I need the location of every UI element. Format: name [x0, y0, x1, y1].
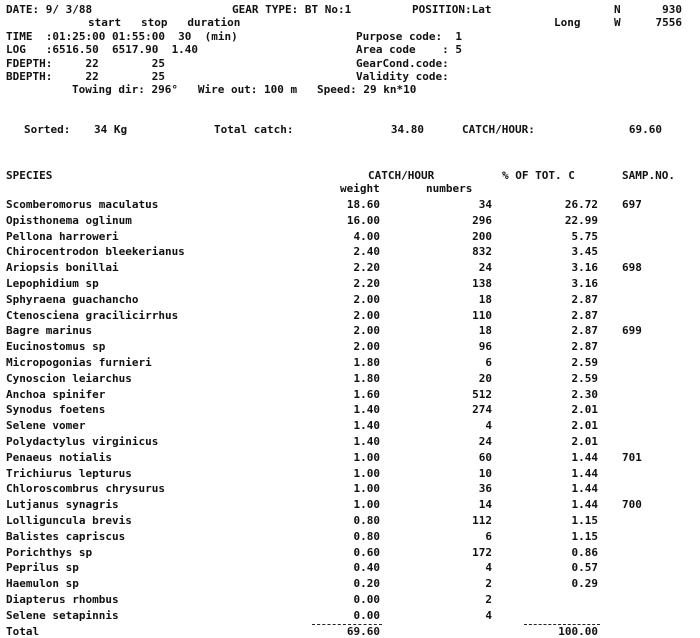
weight-value: 0.00 [353, 609, 380, 622]
numbers-value: 18 [478, 293, 492, 306]
weight-value: 4.00 [353, 230, 380, 243]
lat-value: 930 [662, 3, 682, 16]
weight-value: 1.80 [353, 356, 380, 369]
percent-value: 3.16 [571, 261, 598, 274]
species-name: Opisthonema oglinum [6, 214, 132, 227]
weight-value: 1.00 [353, 498, 380, 511]
numbers-value: 2 [485, 577, 492, 590]
numbers-value: 34 [478, 198, 492, 211]
gear-condition-code: GearCond.code: [356, 57, 449, 70]
species-name: Sphyraena guachancho [6, 293, 139, 306]
percent-value: 2.87 [571, 324, 598, 337]
numbers-value: 24 [478, 435, 492, 448]
species-name: Penaeus notialis [6, 451, 112, 464]
species-name: Selene vomer [6, 419, 86, 432]
sample-number: 697 [622, 198, 642, 211]
percent-value: 2.87 [571, 309, 598, 322]
numbers-value: 18 [478, 324, 492, 337]
numbers-value: 138 [472, 277, 492, 290]
percent-value: 2.59 [571, 372, 598, 385]
long-hemisphere: W [614, 16, 621, 29]
species-name: Haemulon sp [6, 577, 79, 590]
sample-number-header: SAMP.NO. [622, 169, 675, 182]
numbers-value: 20 [478, 372, 492, 385]
species-name: Anchoa spinifer [6, 388, 106, 401]
numbers-value: 296 [472, 214, 492, 227]
numbers-value: 512 [472, 388, 492, 401]
sorted-value: 34 Kg [94, 123, 128, 136]
numbers-value: 36 [478, 482, 492, 495]
species-name: Diapterus rhombus [6, 593, 119, 606]
numbers-value: 6 [485, 356, 492, 369]
weight-value: 2.00 [353, 324, 380, 337]
percent-value: 2.01 [571, 419, 598, 432]
numbers-value: 60 [478, 451, 492, 464]
numbers-header: numbers [426, 182, 473, 195]
catch-hour-header: CATCH/HOUR [368, 169, 435, 182]
species-name: Scomberomorus maculatus [6, 198, 159, 211]
total-label: Total [6, 625, 40, 638]
validity-code: Validity code: [356, 70, 449, 83]
weight-value: 2.20 [353, 261, 380, 274]
numbers-value: 14 [478, 498, 492, 511]
weight-value: 0.00 [353, 593, 380, 606]
species-name: Synodus foetens [6, 403, 106, 416]
numbers-value: 200 [472, 230, 492, 243]
weight-value: 18.60 [346, 198, 380, 211]
numbers-value: 96 [478, 340, 492, 353]
weight-value: 1.40 [353, 403, 380, 416]
weight-value: 1.00 [353, 482, 380, 495]
total-percent: 100.00 [558, 625, 598, 638]
percent-value: 1.15 [571, 514, 598, 527]
weight-value: 2.40 [353, 245, 380, 258]
time-line: TIME :01:25:00 01:55:00 30 (min) [6, 30, 238, 43]
purpose-code: Purpose code: 1 [356, 30, 462, 43]
numbers-value: 10 [478, 467, 492, 480]
area-code: Area code : 5 [356, 43, 462, 56]
percent-value: 0.86 [571, 546, 598, 559]
towing-line: Towing dir: 296° Wire out: 100 m Speed: 29 kn*10 [72, 83, 417, 96]
percent-value: 1.44 [571, 482, 598, 495]
log-line: LOG :6516.50 6517.90 1.40 [6, 43, 199, 56]
lat-hemisphere: N [614, 3, 621, 16]
weight-header: weight [340, 182, 380, 195]
species-name: Lutjanus synagris [6, 498, 119, 511]
species-name: Cynoscion leiarchus [6, 372, 132, 385]
numbers-value: 4 [485, 561, 492, 574]
species-header: SPECIES [6, 169, 53, 182]
species-name: Pellona harroweri [6, 230, 119, 243]
species-name: Chirocentrodon bleekerianus [6, 245, 185, 258]
species-name: Polydactylus virginicus [6, 435, 159, 448]
percent-value: 5.75 [571, 230, 598, 243]
percent-value: 0.29 [571, 577, 598, 590]
species-name: Micropogonias furnieri [6, 356, 152, 369]
bdepth-line: BDEPTH: 22 25 [6, 70, 165, 83]
total-weight: 69.60 [346, 625, 380, 638]
catch-hour-value: 69.60 [628, 123, 662, 136]
species-name: Eucinostomus sp [6, 340, 106, 353]
species-name: Peprilus sp [6, 561, 79, 574]
species-name: Trichiurus lepturus [6, 467, 132, 480]
weight-value: 0.80 [353, 530, 380, 543]
percent-value: 2.87 [571, 293, 598, 306]
weight-value: 2.00 [353, 293, 380, 306]
long-label: Long [554, 16, 581, 29]
percent-value: 2.01 [571, 435, 598, 448]
sample-number: 700 [622, 498, 642, 511]
numbers-value: 2 [485, 593, 492, 606]
weight-value: 1.40 [353, 419, 380, 432]
percent-value: 1.44 [571, 467, 598, 480]
species-name: Ctenosciena gracilicirrhus [6, 309, 179, 322]
weight-value: 1.80 [353, 372, 380, 385]
species-name: Balistes capriscus [6, 530, 126, 543]
sample-number: 701 [622, 451, 642, 464]
numbers-value: 172 [472, 546, 492, 559]
weight-value: 0.60 [353, 546, 380, 559]
numbers-value: 4 [485, 419, 492, 432]
sample-number: 699 [622, 324, 642, 337]
weight-value: 0.80 [353, 514, 380, 527]
weight-value: 1.40 [353, 435, 380, 448]
total-catch-label: Total catch: [214, 123, 294, 136]
catch-hour-label: CATCH/HOUR: [462, 123, 535, 136]
weight-value: 2.20 [353, 277, 380, 290]
weight-value: 0.40 [353, 561, 380, 574]
percent-value: 2.59 [571, 356, 598, 369]
weight-value: 1.00 [353, 467, 380, 480]
weight-value: 16.00 [346, 214, 380, 227]
weight-value: 2.00 [353, 309, 380, 322]
species-name: Selene setapinnis [6, 609, 119, 622]
numbers-value: 832 [472, 245, 492, 258]
fdepth-line: FDEPTH: 22 25 [6, 57, 165, 70]
species-name: Porichthys sp [6, 546, 93, 559]
percent-value: 3.16 [571, 277, 598, 290]
total-catch-value: 34.80 [390, 123, 424, 136]
numbers-value: 24 [478, 261, 492, 274]
numbers-value: 112 [472, 514, 492, 527]
sorted-label: Sorted: [24, 123, 71, 136]
weight-value: 2.00 [353, 340, 380, 353]
percent-value: 22.99 [564, 214, 598, 227]
numbers-value: 110 [472, 309, 492, 322]
gear-type-label: GEAR TYPE: BT No:1 [232, 3, 352, 16]
percent-value: 3.45 [571, 245, 598, 258]
weight-value: 0.20 [353, 577, 380, 590]
numbers-value: 274 [472, 403, 492, 416]
numbers-value: 4 [485, 609, 492, 622]
percent-value: 1.44 [571, 498, 598, 511]
long-value: 7556 [655, 16, 682, 29]
weight-value: 1.00 [353, 451, 380, 464]
position-label: POSITION:Lat [412, 3, 492, 16]
percent-value: 2.01 [571, 403, 598, 416]
species-name: Ariopsis bonillai [6, 261, 119, 274]
percent-value: 0.57 [571, 561, 598, 574]
date-label: DATE: 9/ 3/88 [6, 3, 93, 16]
percent-value: 2.87 [571, 340, 598, 353]
species-name: Lolliguncula brevis [6, 514, 132, 527]
time-column-headers: start stop duration [88, 16, 241, 29]
percent-value: 1.15 [571, 530, 598, 543]
species-name: Lepophidium sp [6, 277, 99, 290]
numbers-value: 6 [485, 530, 492, 543]
percent-value: 26.72 [564, 198, 598, 211]
percent-total-header: % OF TOT. C [502, 169, 575, 182]
percent-value: 1.44 [571, 451, 598, 464]
weight-value: 1.60 [353, 388, 380, 401]
percent-value: 2.30 [571, 388, 598, 401]
species-name: Chloroscombrus chrysurus [6, 482, 165, 495]
sample-number: 698 [622, 261, 642, 274]
species-name: Bagre marinus [6, 324, 93, 337]
